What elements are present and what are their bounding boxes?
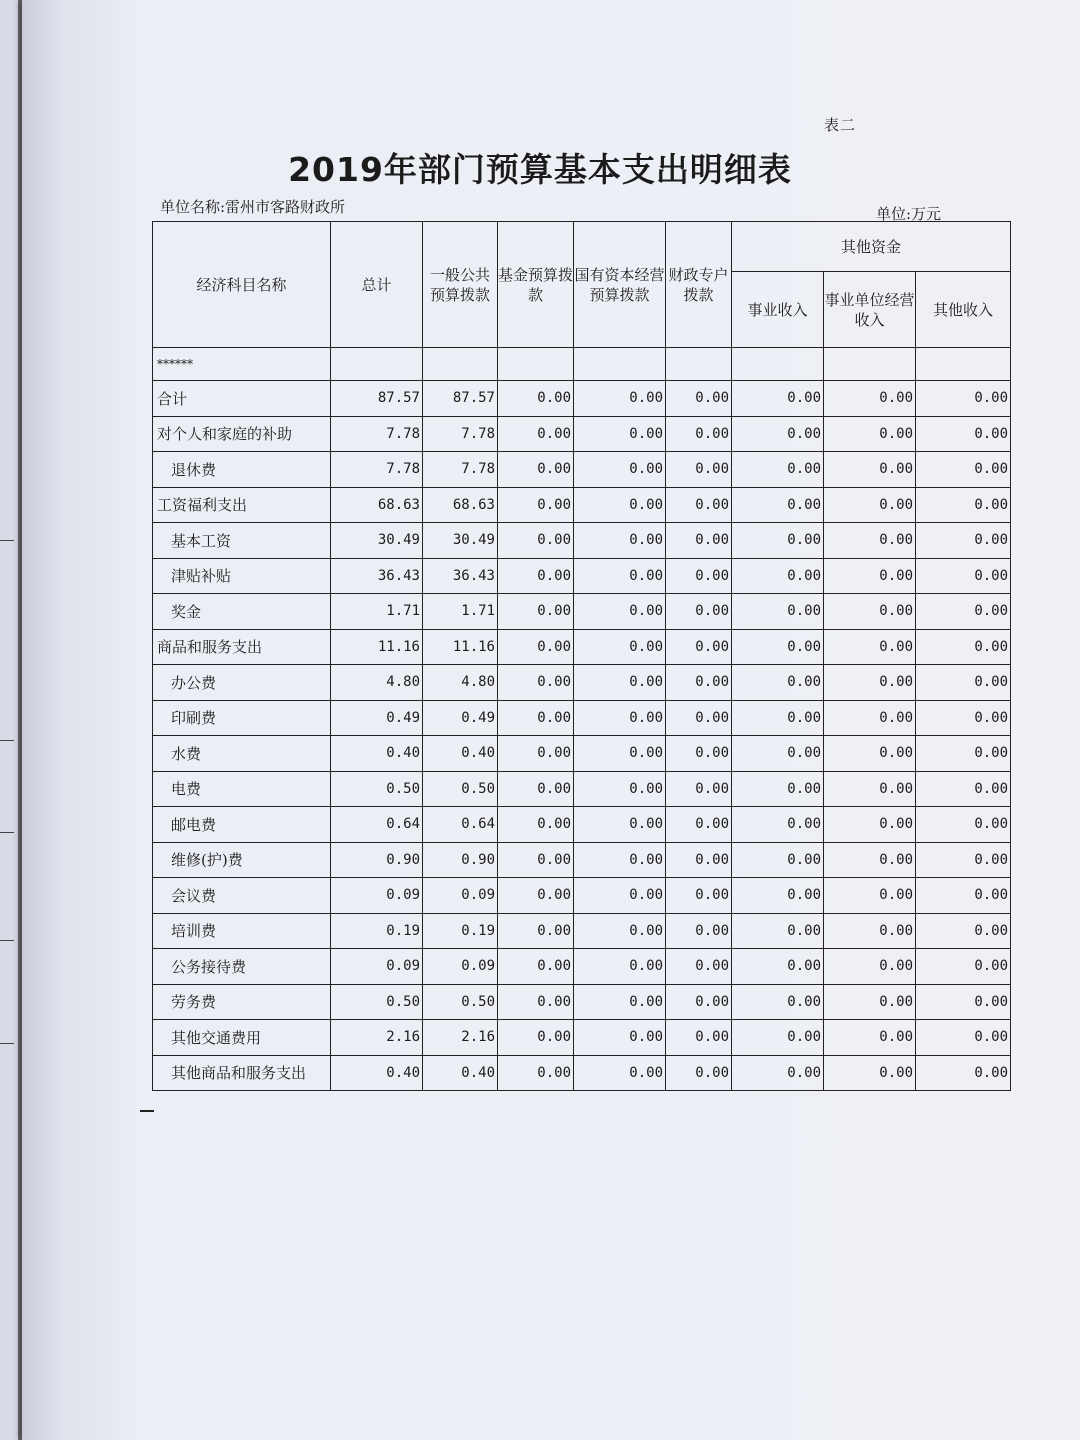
value-cell: 0.00 xyxy=(498,381,574,417)
value-cell: 1.71 xyxy=(331,594,423,630)
table-row xyxy=(153,452,1011,488)
table-row xyxy=(153,381,1011,417)
table-row xyxy=(153,913,1011,949)
value-cell: 0.00 xyxy=(666,523,732,559)
value-cell: 0.00 xyxy=(824,736,916,772)
row-name: 劳务费 xyxy=(153,984,331,1020)
value-cell: 0.00 xyxy=(732,736,824,772)
value-cell: 0.09 xyxy=(423,949,498,985)
value-cell: 0.00 xyxy=(732,878,824,914)
value-cell: 0.00 xyxy=(916,1020,1011,1056)
value-cell: 0.00 xyxy=(498,665,574,701)
value-cell: 0.00 xyxy=(916,523,1011,559)
value-cell: 0.00 xyxy=(574,381,666,417)
table-row xyxy=(153,807,1011,843)
table-edge-mark xyxy=(140,1110,154,1112)
value-cell: 0.00 xyxy=(666,381,732,417)
value-cell: 0.00 xyxy=(732,1055,824,1091)
value-cell: 0.00 xyxy=(824,878,916,914)
value-cell: 0.00 xyxy=(732,381,824,417)
value-cell: 0.00 xyxy=(824,381,916,417)
value-cell: 0.00 xyxy=(732,665,824,701)
value-cell: 0.00 xyxy=(666,700,732,736)
table-row xyxy=(153,984,1011,1020)
value-cell: 0.00 xyxy=(666,452,732,488)
table-row xyxy=(153,523,1011,559)
value-cell: 0.00 xyxy=(574,736,666,772)
table-row xyxy=(153,878,1011,914)
value-cell: 0.00 xyxy=(666,629,732,665)
table-cell xyxy=(916,348,1011,381)
row-name: 邮电费 xyxy=(153,807,331,843)
value-cell: 0.00 xyxy=(574,452,666,488)
value-cell: 1.71 xyxy=(423,594,498,630)
value-cell: 30.49 xyxy=(423,523,498,559)
value-cell: 0.90 xyxy=(331,842,423,878)
value-cell: 0.00 xyxy=(732,487,824,523)
value-cell: 87.57 xyxy=(423,381,498,417)
value-cell: 0.00 xyxy=(732,949,824,985)
value-cell: 0.00 xyxy=(732,842,824,878)
value-cell: 0.19 xyxy=(423,913,498,949)
value-cell: 0.00 xyxy=(574,416,666,452)
table-cell xyxy=(732,348,824,381)
value-cell: 0.00 xyxy=(824,523,916,559)
table-row xyxy=(153,348,1011,381)
table-row xyxy=(153,1055,1011,1091)
table-row xyxy=(153,1020,1011,1056)
value-cell: 0.00 xyxy=(916,878,1011,914)
value-cell: 0.00 xyxy=(498,949,574,985)
value-cell: 0.00 xyxy=(916,558,1011,594)
value-cell: 0.00 xyxy=(574,487,666,523)
value-cell: 36.43 xyxy=(423,558,498,594)
row-name: 其他商品和服务支出 xyxy=(153,1055,331,1091)
value-cell: 0.50 xyxy=(423,984,498,1020)
value-cell: 0.00 xyxy=(498,984,574,1020)
value-cell: 0.00 xyxy=(916,807,1011,843)
table-cell xyxy=(423,348,498,381)
value-cell: 0.00 xyxy=(574,629,666,665)
table-row xyxy=(153,416,1011,452)
value-cell: 0.19 xyxy=(331,913,423,949)
value-cell: 0.00 xyxy=(666,558,732,594)
header-general-budget: 一般公共预算拨款 xyxy=(423,222,498,348)
value-cell: 0.09 xyxy=(331,949,423,985)
value-cell: 0.00 xyxy=(916,1055,1011,1091)
value-cell: 0.00 xyxy=(666,878,732,914)
value-cell: 0.00 xyxy=(824,558,916,594)
value-cell: 0.00 xyxy=(916,736,1011,772)
value-cell: 0.64 xyxy=(423,807,498,843)
row-name: 维修(护)费 xyxy=(153,842,331,878)
value-cell: 0.00 xyxy=(574,842,666,878)
value-cell: 0.00 xyxy=(824,984,916,1020)
value-cell: 30.49 xyxy=(331,523,423,559)
table-body xyxy=(153,348,1011,1091)
value-cell: 0.00 xyxy=(498,1055,574,1091)
value-cell: 7.78 xyxy=(423,452,498,488)
value-cell: 0.00 xyxy=(916,594,1011,630)
value-cell: 0.00 xyxy=(574,558,666,594)
table-row xyxy=(153,700,1011,736)
row-name: 商品和服务支出 xyxy=(153,629,331,665)
value-cell: 0.00 xyxy=(498,558,574,594)
value-cell: 0.00 xyxy=(498,771,574,807)
value-cell: 0.00 xyxy=(732,984,824,1020)
value-cell: 0.64 xyxy=(331,807,423,843)
value-cell: 0.00 xyxy=(916,629,1011,665)
value-cell: 0.00 xyxy=(498,736,574,772)
row-name: 会议费 xyxy=(153,878,331,914)
value-cell: 0.00 xyxy=(574,700,666,736)
value-cell: 0.00 xyxy=(498,487,574,523)
page-title: 2019年部门预算基本支出明细表 xyxy=(288,150,792,189)
value-cell: 0.90 xyxy=(423,842,498,878)
value-cell: 0.40 xyxy=(423,1055,498,1091)
value-cell: 0.00 xyxy=(666,736,732,772)
value-cell: 0.00 xyxy=(916,487,1011,523)
value-cell: 0.00 xyxy=(732,700,824,736)
value-cell: 0.00 xyxy=(732,913,824,949)
value-cell: 0.00 xyxy=(824,665,916,701)
value-cell: 0.00 xyxy=(916,842,1011,878)
value-cell: 0.00 xyxy=(666,665,732,701)
value-cell: 0.00 xyxy=(498,913,574,949)
value-cell: 0.00 xyxy=(574,771,666,807)
row-name: 水费 xyxy=(153,736,331,772)
value-cell: 0.00 xyxy=(498,594,574,630)
value-cell: 0.00 xyxy=(916,913,1011,949)
value-cell: 68.63 xyxy=(331,487,423,523)
table-line-mark xyxy=(0,740,14,741)
value-cell: 0.00 xyxy=(916,771,1011,807)
value-cell: 0.00 xyxy=(666,416,732,452)
value-cell: 0.00 xyxy=(732,594,824,630)
header-total: 总计 xyxy=(331,222,423,348)
value-cell: 0.00 xyxy=(498,878,574,914)
value-cell: 11.16 xyxy=(331,629,423,665)
value-cell: 0.09 xyxy=(331,878,423,914)
value-cell: 0.00 xyxy=(498,452,574,488)
value-cell: 0.00 xyxy=(824,487,916,523)
row-name: 对个人和家庭的补助 xyxy=(153,416,331,452)
table-row xyxy=(153,949,1011,985)
value-cell: 0.00 xyxy=(824,1055,916,1091)
value-cell: 0.00 xyxy=(666,771,732,807)
value-cell: 0.00 xyxy=(824,949,916,985)
table-row xyxy=(153,771,1011,807)
row-name: 合计 xyxy=(153,381,331,417)
value-cell: 0.50 xyxy=(423,771,498,807)
page-code: 表二 xyxy=(824,116,857,134)
row-name: 办公费 xyxy=(153,665,331,701)
value-cell: 0.00 xyxy=(732,807,824,843)
previous-page-edge xyxy=(0,0,18,1440)
value-cell: 0.00 xyxy=(824,700,916,736)
value-cell: 0.00 xyxy=(666,913,732,949)
value-cell: 0.00 xyxy=(916,452,1011,488)
header-item-name: 经济科目名称 xyxy=(153,222,331,348)
budget-table xyxy=(152,221,1011,1091)
value-cell: 0.00 xyxy=(824,416,916,452)
value-cell: 0.00 xyxy=(666,842,732,878)
value-cell: 0.00 xyxy=(916,416,1011,452)
value-cell: 68.63 xyxy=(423,487,498,523)
value-cell: 0.00 xyxy=(824,771,916,807)
header-operating-income: 事业单位经营收入 xyxy=(824,272,916,348)
value-cell: 0.00 xyxy=(916,381,1011,417)
table-row xyxy=(153,629,1011,665)
value-cell: 0.00 xyxy=(732,452,824,488)
value-cell: 0.00 xyxy=(666,594,732,630)
value-cell: 0.00 xyxy=(824,807,916,843)
row-name: 奖金 xyxy=(153,594,331,630)
value-cell: 2.16 xyxy=(331,1020,423,1056)
value-cell: 0.40 xyxy=(423,736,498,772)
value-cell: 11.16 xyxy=(423,629,498,665)
value-cell: 0.50 xyxy=(331,984,423,1020)
header-fund-budget: 基金预算拨款 xyxy=(498,222,574,348)
row-name: 基本工资 xyxy=(153,523,331,559)
header-other-funds: 其他资金 xyxy=(732,222,1011,272)
table-line-mark xyxy=(0,540,14,541)
row-name: 其他交通费用 xyxy=(153,1020,331,1056)
value-cell: 0.00 xyxy=(824,629,916,665)
currency-unit: 单位:万元 xyxy=(876,205,942,223)
value-cell: 0.00 xyxy=(732,629,824,665)
value-cell: 0.00 xyxy=(574,665,666,701)
table-row xyxy=(153,558,1011,594)
row-name: 印刷费 xyxy=(153,700,331,736)
value-cell: 0.00 xyxy=(498,700,574,736)
value-cell: 0.00 xyxy=(824,594,916,630)
value-cell: 0.00 xyxy=(732,558,824,594)
table-line-mark xyxy=(0,1043,14,1044)
value-cell: 0.00 xyxy=(498,1020,574,1056)
value-cell: 0.00 xyxy=(824,842,916,878)
table-row xyxy=(153,487,1011,523)
value-cell: 7.78 xyxy=(331,452,423,488)
value-cell: 0.00 xyxy=(666,487,732,523)
value-cell: 0.00 xyxy=(666,949,732,985)
value-cell: 0.00 xyxy=(498,416,574,452)
value-cell: 0.00 xyxy=(574,807,666,843)
value-cell: 4.80 xyxy=(331,665,423,701)
value-cell: 0.00 xyxy=(574,878,666,914)
value-cell: 0.00 xyxy=(574,594,666,630)
row-name: 工资福利支出 xyxy=(153,487,331,523)
value-cell: 0.09 xyxy=(423,878,498,914)
table-cell xyxy=(331,348,423,381)
value-cell: 0.00 xyxy=(574,1020,666,1056)
value-cell: 0.49 xyxy=(423,700,498,736)
value-cell: 0.00 xyxy=(666,1055,732,1091)
value-cell: 87.57 xyxy=(331,381,423,417)
table-row xyxy=(153,665,1011,701)
table-line-mark xyxy=(0,940,14,941)
table-row xyxy=(153,842,1011,878)
row-name: 退休费 xyxy=(153,452,331,488)
value-cell: 0.00 xyxy=(732,523,824,559)
value-cell: 0.00 xyxy=(574,523,666,559)
value-cell: 0.00 xyxy=(732,771,824,807)
value-cell: 2.16 xyxy=(423,1020,498,1056)
row-name: 津贴补贴 xyxy=(153,558,331,594)
value-cell: 0.00 xyxy=(666,984,732,1020)
value-cell: 7.78 xyxy=(331,416,423,452)
table-cell xyxy=(574,348,666,381)
value-cell: 0.00 xyxy=(574,1055,666,1091)
value-cell: 4.80 xyxy=(423,665,498,701)
value-cell: 0.00 xyxy=(916,700,1011,736)
value-cell: 0.00 xyxy=(824,1020,916,1056)
row-name: 电费 xyxy=(153,771,331,807)
value-cell: 0.00 xyxy=(916,665,1011,701)
unit-name: 单位名称:雷州市客路财政所 xyxy=(160,198,346,216)
table-cell xyxy=(666,348,732,381)
table-cell xyxy=(498,348,574,381)
table-cell xyxy=(824,348,916,381)
value-cell: 0.00 xyxy=(916,949,1011,985)
table-line-mark xyxy=(0,832,14,833)
value-cell: 0.00 xyxy=(824,913,916,949)
row-name: 公务接待费 xyxy=(153,949,331,985)
header-fiscal-special: 财政专户拨款 xyxy=(666,222,732,348)
header-other-income: 其他收入 xyxy=(916,272,1011,348)
header-business-income: 事业收入 xyxy=(732,272,824,348)
value-cell: 36.43 xyxy=(331,558,423,594)
value-cell: 0.40 xyxy=(331,736,423,772)
value-cell: 0.00 xyxy=(498,523,574,559)
value-cell: 0.00 xyxy=(574,949,666,985)
value-cell: 0.00 xyxy=(732,416,824,452)
value-cell: 7.78 xyxy=(423,416,498,452)
header-state-capital: 国有资本经营预算拨款 xyxy=(574,222,666,348)
table-row xyxy=(153,594,1011,630)
value-cell: 0.00 xyxy=(732,1020,824,1056)
row-name: 培训费 xyxy=(153,913,331,949)
table-row xyxy=(153,736,1011,772)
value-cell: 0.50 xyxy=(331,771,423,807)
value-cell: 0.00 xyxy=(498,629,574,665)
value-cell: 0.00 xyxy=(498,842,574,878)
value-cell: 0.00 xyxy=(574,984,666,1020)
stars-cell: ****** xyxy=(153,348,331,381)
value-cell: 0.49 xyxy=(331,700,423,736)
value-cell: 0.00 xyxy=(574,913,666,949)
value-cell: 0.00 xyxy=(666,1020,732,1056)
value-cell: 0.00 xyxy=(824,452,916,488)
value-cell: 0.00 xyxy=(916,984,1011,1020)
value-cell: 0.00 xyxy=(498,807,574,843)
value-cell: 0.40 xyxy=(331,1055,423,1091)
value-cell: 0.00 xyxy=(666,807,732,843)
